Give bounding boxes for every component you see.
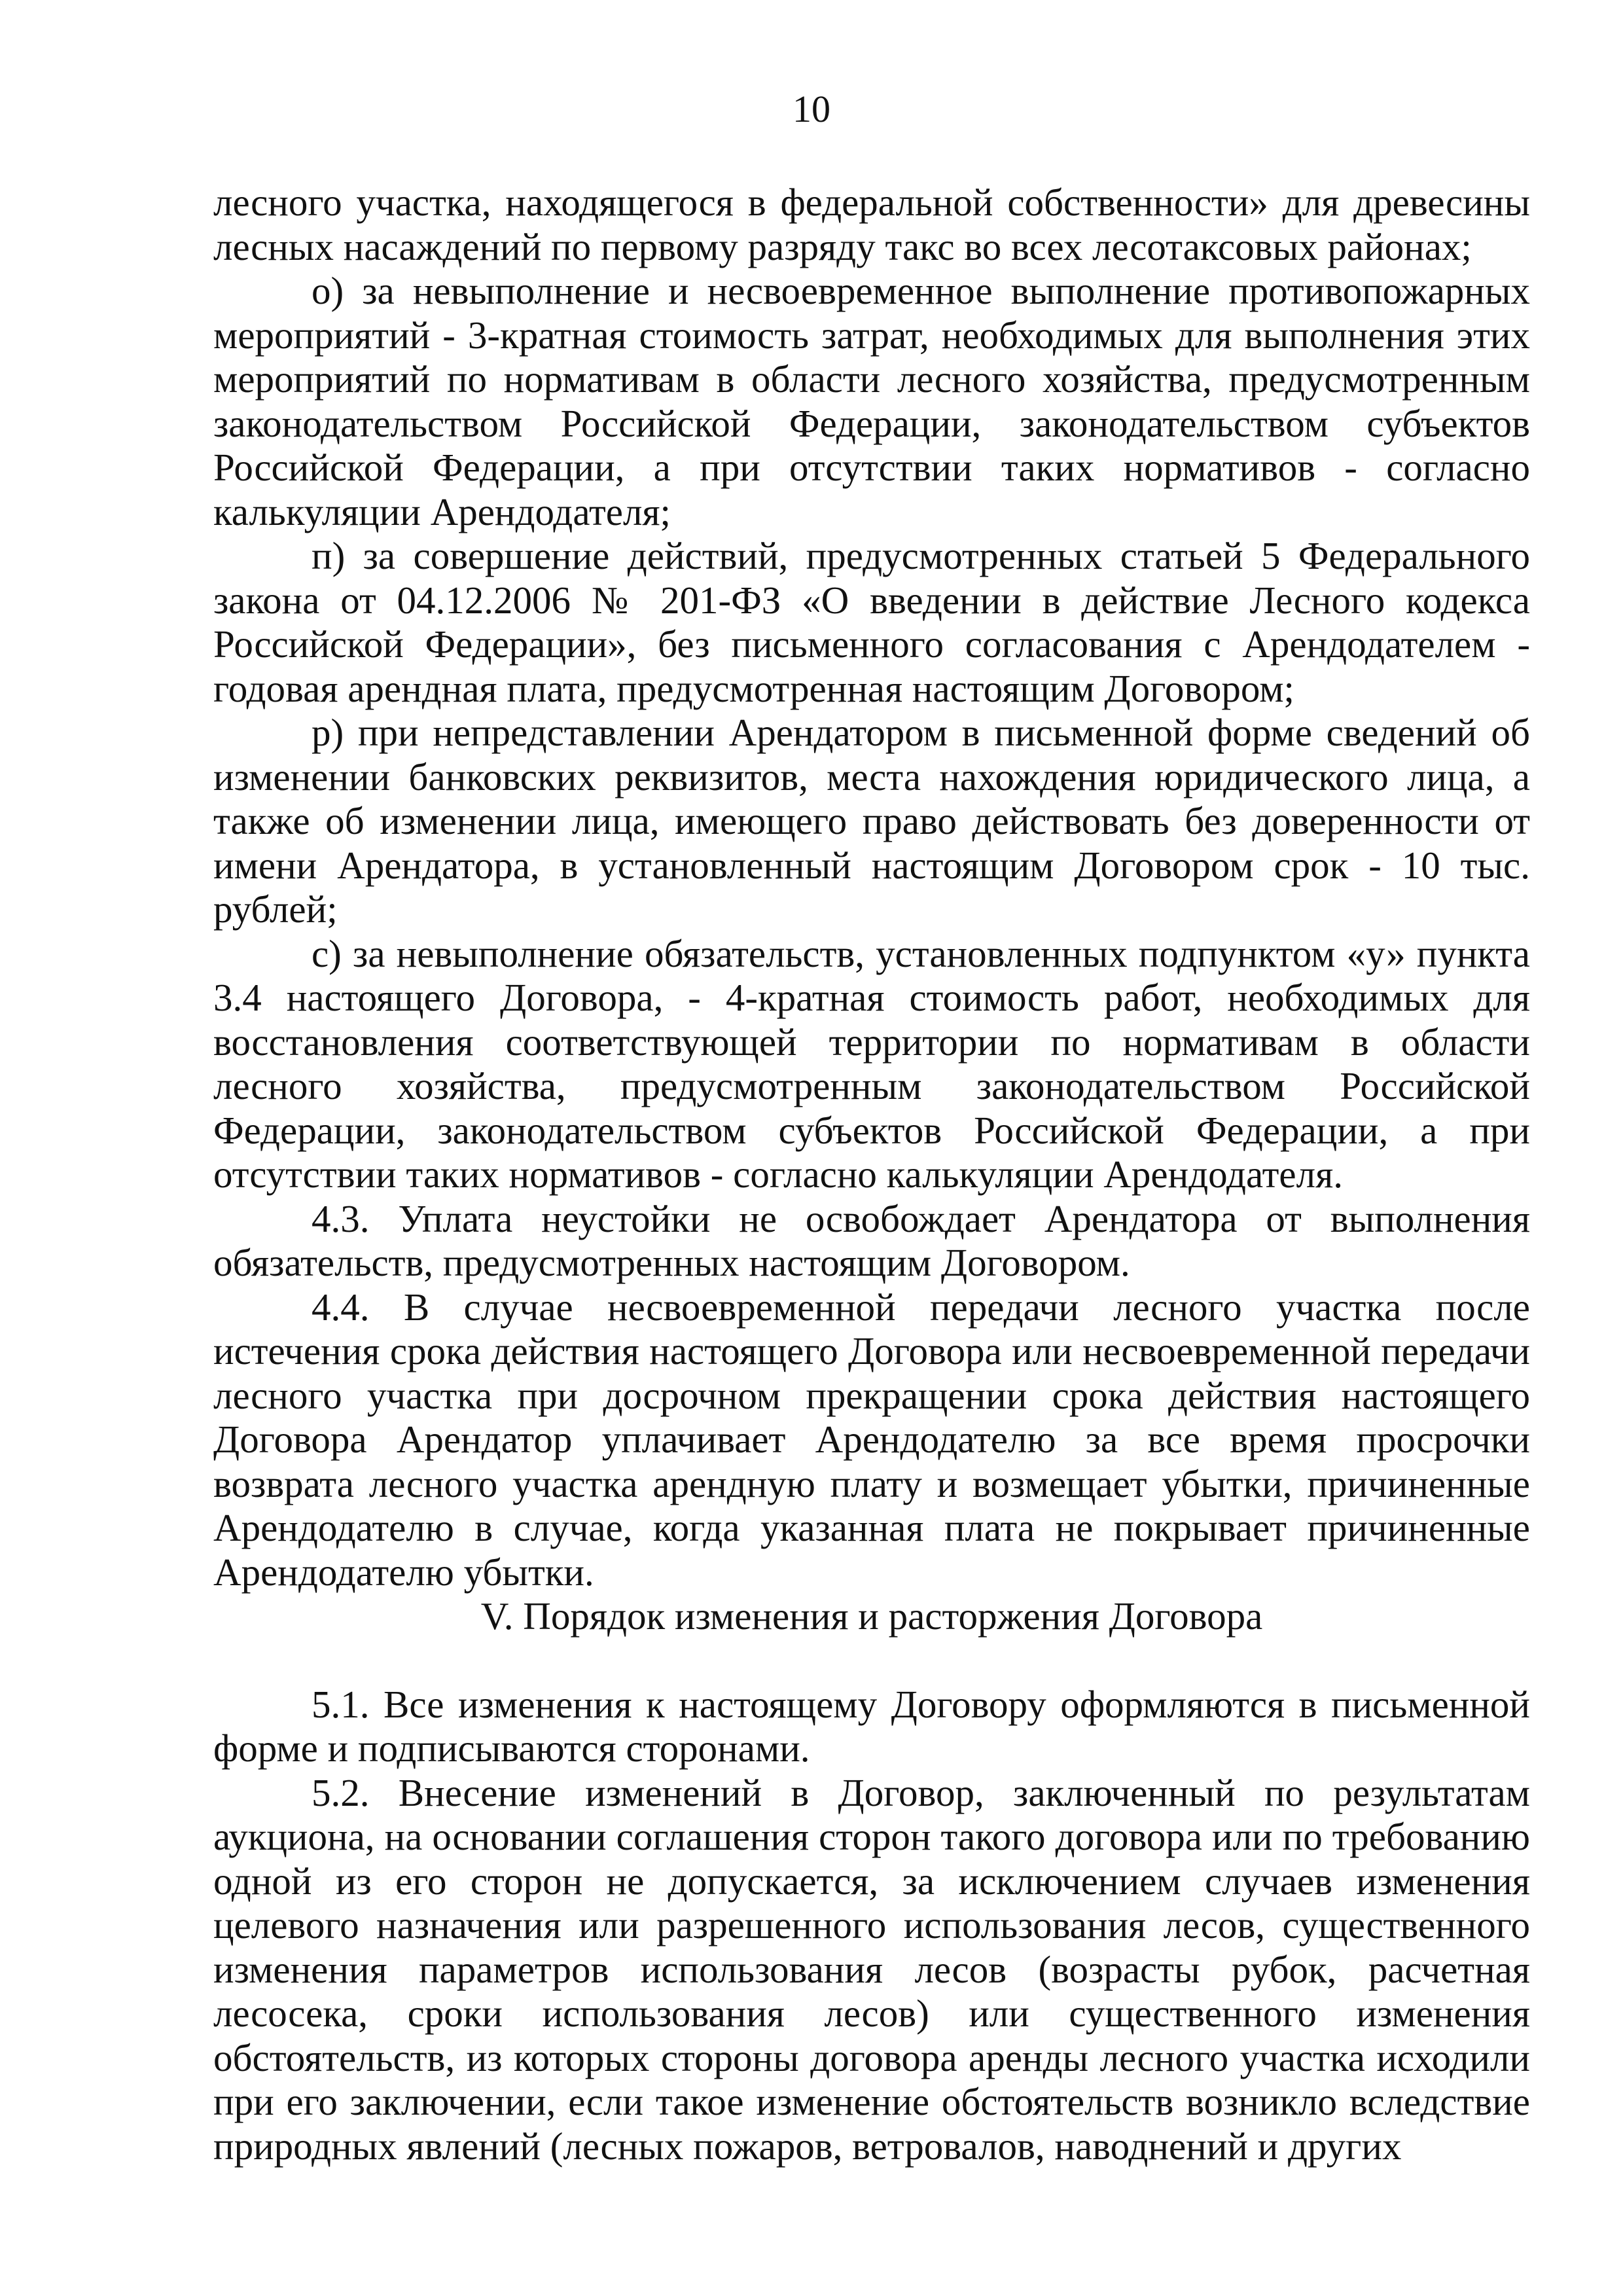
- page-number: 10: [793, 88, 830, 130]
- section-spacer: [213, 1639, 1530, 1683]
- paragraph-clause-5-1: 5.1. Все изменения к настоящему Договору оформляются в письменной форме и подписываются сторонами.: [213, 1682, 1530, 1770]
- paragraph-item-r: р) при непредставлении Арендатором в письменной форме сведений об изменении банковских реквизитов, места нахождения юридического лица, а также об изменении лица, имеющего право действовать без доверенности от имени Арендатора, в установленный настоящим Договором срок - 10 тыс. рублей;: [213, 711, 1530, 931]
- paragraph-item-s: с) за невыполнение обязательств, установленных подпунктом «у» пункта 3.4 настоящего Договора, - 4-кратная стоимость работ, необходимых для восстановления соответствующей территории по нормативам в области лесного хозяйства, предусмотренным законодательством Российской Федерации, законодательством субъектов Российской Федерации, а при отсутствии таких нормативов - согласно калькуляции Арендодателя.: [213, 931, 1530, 1196]
- paragraph-item-o: о) за невыполнение и несвоевременное выполнение противопожарных мероприятий - 3-кратная стоимость затрат, необходимых для выполнения этих мероприятий по нормативам в области лесного хозяйства, предусмотренным законодательством Российской Федерации, законодательством субъектов Российской Федерации, а при отсутствии таких нормативов - согласно калькуляции Арендодателя;: [213, 269, 1530, 533]
- paragraph-clause-4-4: 4.4. В случае несвоевременной передачи лесного участка после истечения срока действия настоящего Договора или несвоевременной передачи лесного участка при досрочном прекращении срока действия настоящего Договора Арендатор уплачивает Арендодателю за все время просрочки возврата лесного участка арендную плату и возмещает убытки, причиненные Арендодателю в случае, когда указанная плата не покрывает причиненные Арендодателю убытки.: [213, 1285, 1530, 1594]
- document-body: [213, 181, 1530, 2168]
- paragraph-clause-5-2: 5.2. Внесение изменений в Договор, заключенный по результатам аукциона, на основании соглашения сторон такого договора или по требованию одной из его сторон не допускается, за исключением случаев изменения целевого назначения или разрешенного использования лесов, существенного изменения параметров использования лесов (возрасты рубок, расчетная лесосека, сроки использования лесов) или существенного изменения обстоятельств, из которых стороны договора аренды лесного участка исходили при его заключении, если такое изменение обстоятельств возникло вследствие природных явлений (лесных пожаров, ветровалов, наводнений и других: [213, 1770, 1530, 2168]
- section-heading: V. Порядок изменения и расторжения Договора: [480, 1594, 1263, 1638]
- paragraph-continuation: лесного участка, находящегося в федеральной собственности» для древесины лесных насаждений по первому разряду такс во всех лесотаксовых районах;: [213, 181, 1530, 268]
- paragraph-item-p: п) за совершение действий, предусмотренных статьей 5 Федерального закона от 04.12.2006 № 201-ФЗ «О введении в действие Лесного кодекса Российской Федерации», без письменного согласования с Арендодателем - годовая арендная плата, предусмотренная настоящим Договором;: [213, 534, 1530, 710]
- paragraph-clause-4-3: 4.3. Уплата неустойки не освобождает Арендатора от выполнения обязательств, предусмотренных настоящим Договором.: [213, 1196, 1530, 1284]
